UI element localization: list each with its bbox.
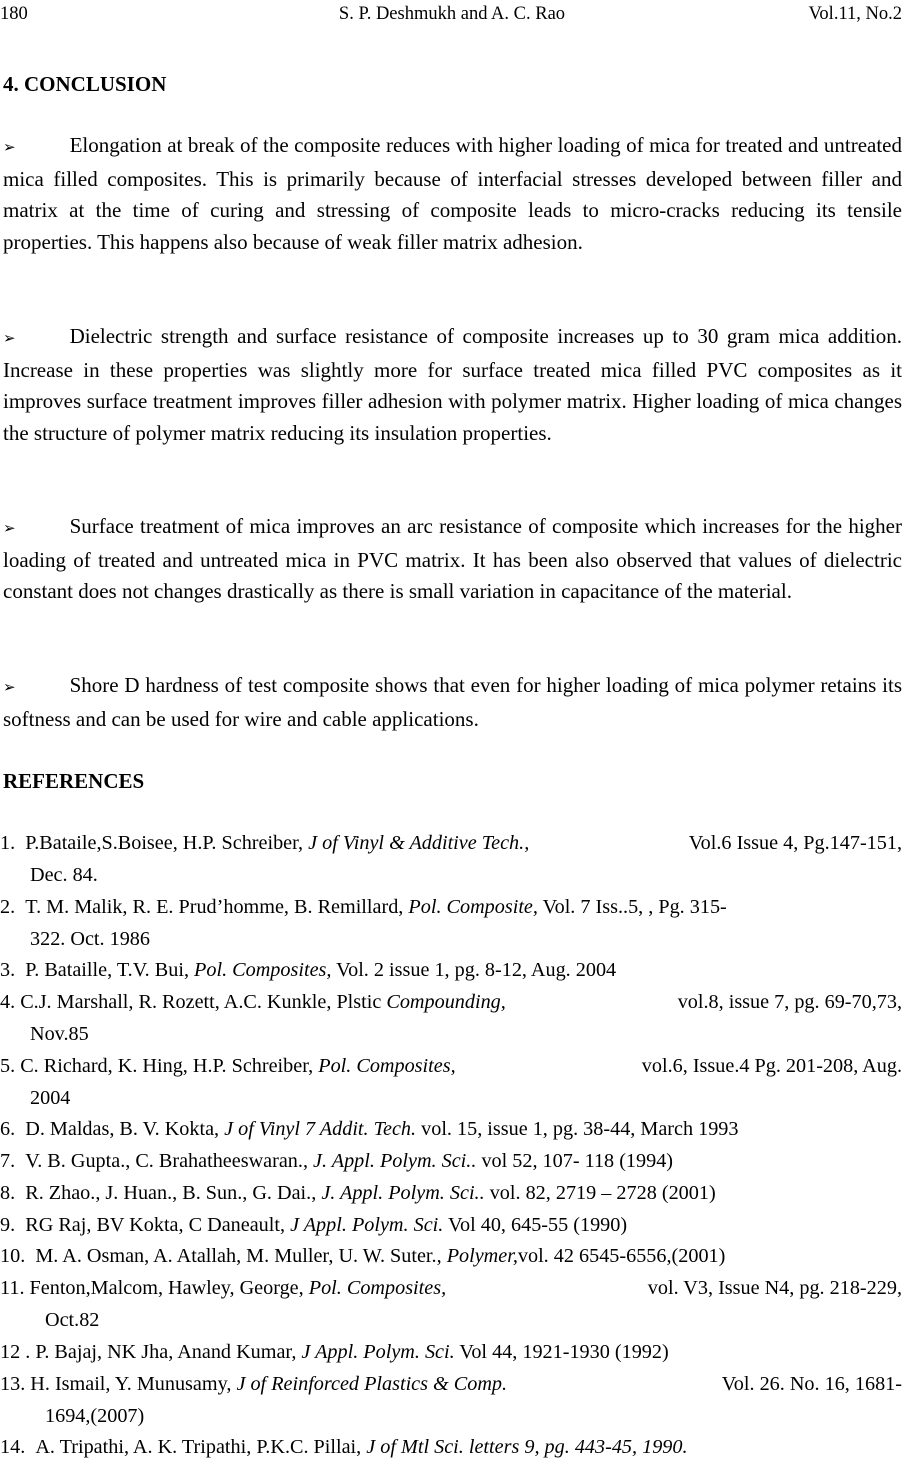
reference-details: Vol 40, 645-55 (1990)	[443, 1214, 628, 1236]
conclusion-text: Shore D hardness of test composite shows that even for higher loading of mica polymer retains its softness and can be used for wire and cable applications.	[3, 673, 902, 731]
reference-journal: J of Vinyl 7 Addit. Tech.	[224, 1118, 417, 1140]
reference-authors: R. Zhao., J. Huan., B. Sun., G. Dai.,	[25, 1182, 322, 1204]
reference-details: Vol 44, 1921-1930 (1992)	[454, 1341, 669, 1363]
reference-number: 11.	[0, 1277, 25, 1299]
reference-authors: P. Bataille, T.V. Bui,	[25, 959, 195, 981]
conclusion-point	[3, 130, 902, 258]
reference-number: 1.	[0, 832, 16, 854]
reference-number: 4.	[0, 991, 16, 1013]
reference-continuation: 2004	[30, 1086, 71, 1109]
arrowhead-bullet-icon: ➢	[3, 329, 16, 347]
reference-number: 3.	[0, 959, 16, 981]
conclusion-text: Surface treatment of mica improves an arc resistance of composite which increases for the higher loading of treated and untreated mica in PVC matrix. It has been also observed that values of dielectric constant does not changes drastically as there is small variation in capacitance of the material.	[3, 514, 902, 604]
reference-authors: C.J. Marshall, R. Rozett, A.C. Kunkle, Plstic	[20, 991, 387, 1013]
arrowhead-bullet-icon: ➢	[3, 138, 16, 156]
reference-item	[0, 1273, 902, 1336]
reference-continuation: Oct.82	[45, 1308, 100, 1331]
conclusion-text: Dielectric strength and surface resistance of composite increases up to 30 gram mica addition. Increase in these properties was slightly more for surface treated mica filled PVC composites as it improves surface treatment improves filler adhesion with polymer matrix. Higher loading of mica changes the structure of polymer matrix reducing its insulation properties.	[3, 324, 902, 445]
reference-authors: P. Bajaj, NK Jha, Anand Kumar,	[35, 1341, 302, 1363]
reference-authors: C. Richard, K. Hing, H.P. Schreiber,	[20, 1055, 319, 1077]
reference-authors: V. B. Gupta., C. Brahatheeswaran.,	[25, 1150, 314, 1172]
reference-authors: T. M. Malik, R. E. Prud’homme, B. Remillard,	[25, 896, 409, 918]
reference-item	[0, 1432, 902, 1464]
reference-journal: Pol. Composites,	[194, 959, 332, 981]
conclusion-text: Elongation at break of the composite reduces with higher loading of mica for treated and untreated mica filled composites. This is primarily because of interfacial stresses developed between filler and matrix at the time of curing and stressing of composite leads to micro-cracks reducing its tensile properties. This happens also because of weak filler matrix adhesion.	[3, 133, 902, 254]
reference-number: 9.	[0, 1214, 16, 1236]
reference-authors: D. Maldas, B. V. Kokta,	[25, 1118, 225, 1140]
arrowhead-bullet-icon: ➢	[3, 678, 16, 696]
reference-item	[0, 1337, 902, 1369]
reference-continuation: Nov.85	[30, 1022, 89, 1045]
reference-journal: Compounding,	[386, 991, 506, 1013]
reference-journal: J Appl. Polym. Sci.	[290, 1214, 444, 1236]
reference-item	[0, 1178, 902, 1210]
reference-number: 14.	[0, 1436, 26, 1458]
reference-number: 2.	[0, 896, 16, 918]
conclusion-point	[3, 670, 902, 735]
conclusion-point	[3, 321, 902, 449]
reference-number: 7.	[0, 1150, 16, 1172]
reference-authors: P.Bataile,S.Boisee, H.P. Schreiber,	[25, 832, 309, 854]
reference-item	[0, 1210, 902, 1242]
running-header-authors: S. P. Deshmukh and A. C. Rao	[338, 4, 566, 24]
conclusion-point	[3, 511, 902, 608]
reference-item	[0, 828, 902, 891]
reference-item	[0, 1114, 902, 1146]
reference-item	[0, 1146, 902, 1178]
reference-journal: J of Reinforced Plastics & Comp.	[236, 1373, 508, 1395]
reference-details: Vol. 7 Iss..5, , Pg. 315-	[537, 896, 727, 918]
reference-item	[0, 955, 902, 987]
reference-continuation: 1694,(2007)	[45, 1404, 145, 1427]
reference-item	[0, 1051, 902, 1114]
reference-number: 8.	[0, 1182, 16, 1204]
reference-journal: J. Appl. Polym. Sci..	[313, 1150, 477, 1172]
reference-item	[0, 1369, 902, 1432]
reference-journal: J. Appl. Polym. Sci..	[321, 1182, 485, 1204]
conclusion-heading: 4. CONCLUSION	[3, 72, 167, 96]
reference-details: Vol. 2 issue 1, pg. 8-12, Aug. 2004	[331, 959, 617, 981]
reference-authors: RG Raj, BV Kokta, C Daneault,	[25, 1214, 291, 1236]
reference-item	[0, 987, 902, 1050]
reference-details: vol. 15, issue 1, pg. 38-44, March 1993	[416, 1118, 739, 1140]
reference-journal: J Appl. Polym. Sci.	[301, 1341, 455, 1363]
reference-item	[0, 1241, 902, 1273]
reference-number: 13.	[0, 1373, 26, 1395]
reference-authors: H. Ismail, Y. Munusamy,	[30, 1373, 237, 1395]
reference-journal: Polymer,	[446, 1245, 518, 1267]
reference-journal: J of Mtl Sci. letters 9, pg. 443-45, 1990.	[366, 1436, 688, 1458]
reference-details: vol. V3, Issue N4, pg. 218-229,	[647, 1277, 902, 1299]
reference-details: Vol. 26. No. 16, 1681-	[721, 1373, 902, 1395]
reference-number: 5.	[0, 1055, 16, 1077]
reference-journal: Pol. Composite,	[408, 896, 538, 918]
reference-authors: A. Tripathi, A. K. Tripathi, P.K.C. Pillai,	[35, 1436, 367, 1458]
reference-journal: J of Vinyl & Additive Tech.,	[308, 832, 530, 854]
reference-number: 6.	[0, 1118, 16, 1140]
reference-authors: Fenton,Malcom, Hawley, George,	[29, 1277, 309, 1299]
reference-number: 10.	[0, 1245, 26, 1267]
reference-details: vol 52, 107- 118 (1994)	[476, 1150, 674, 1172]
reference-authors: M. A. Osman, A. Atallah, M. Muller, U. W. Suter.,	[35, 1245, 447, 1267]
reference-continuation: 322. Oct. 1986	[30, 927, 150, 950]
reference-details: vol. 82, 2719 – 2728 (2001)	[484, 1182, 716, 1204]
reference-number: 12 .	[0, 1341, 31, 1363]
reference-continuation: Dec. 84.	[30, 863, 98, 886]
reference-item	[0, 892, 902, 955]
reference-details: vol.8, issue 7, pg. 69-70,73,	[677, 991, 902, 1013]
page-number: 180	[0, 4, 28, 24]
journal-volume: Vol.11, No.2	[808, 4, 902, 24]
reference-details: vol. 42 6545-6556,(2001)	[517, 1245, 726, 1267]
reference-details: vol.6, Issue.4 Pg. 201-208, Aug.	[641, 1055, 902, 1077]
references-heading: REFERENCES	[3, 769, 145, 793]
arrowhead-bullet-icon: ➢	[3, 519, 16, 537]
reference-journal: Pol. Composites,	[308, 1277, 447, 1299]
reference-details: Vol.6 Issue 4, Pg.147-151,	[688, 832, 902, 854]
reference-journal: Pol. Composites,	[318, 1055, 456, 1077]
